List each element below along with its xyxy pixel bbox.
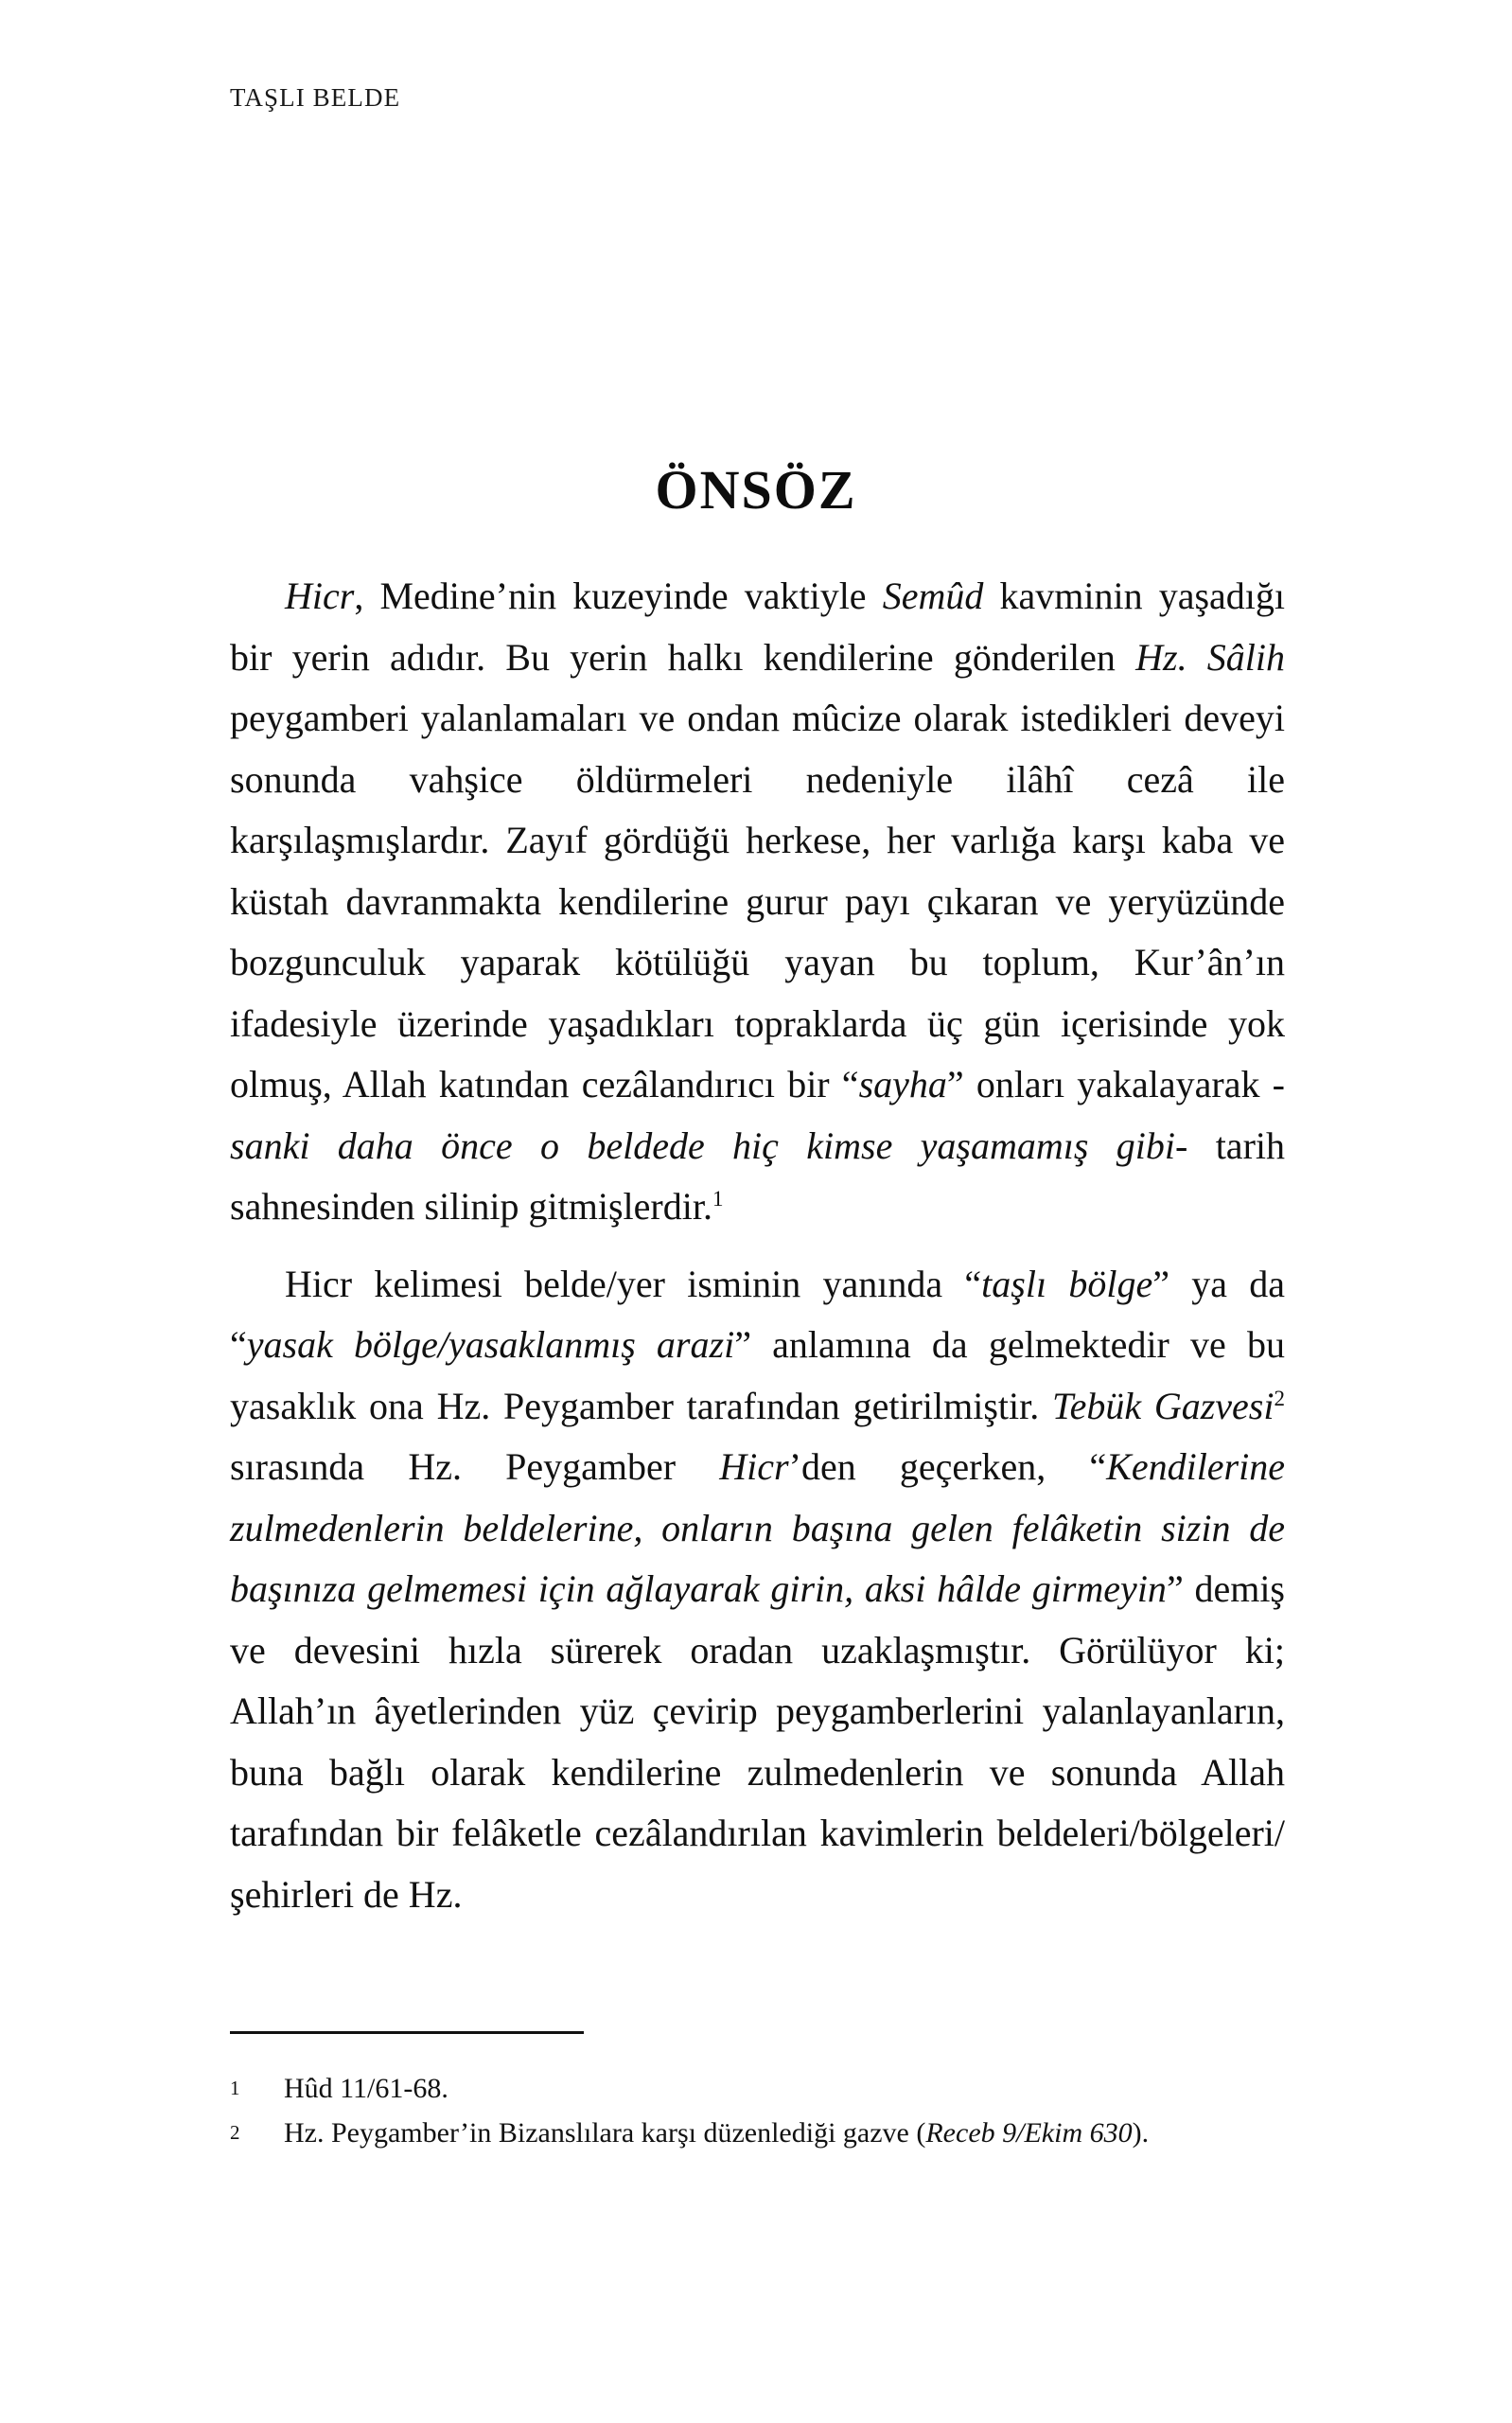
running-head: TAŞLI BELDE (230, 83, 401, 112)
body-text-run: Hûd 11/61-68. (284, 2073, 448, 2104)
emphasis-text: sanki daha önce o beldede hiç kimse yaşamamış gibi (230, 1123, 1176, 1167)
footnote-reference[interactable]: 2 (1274, 1386, 1285, 1410)
footnote-reference[interactable]: 1 (712, 1186, 724, 1211)
footnote-item (230, 2068, 1285, 2110)
body-text-run: kavminin yaşadığı bir yerin adıdır. Bu yerin halkı kendilerine gönderilen (230, 575, 1285, 679)
emphasis-text: Hicr (719, 1445, 789, 1488)
emphasis-text: Hicr (285, 575, 355, 617)
paragraph (230, 1254, 1285, 1926)
footnote-text (284, 2117, 1149, 2149)
body-text-run: - tarih sahnesinden silinip gitmişlerdir. (230, 1123, 1285, 1228)
emphasis-text: Tebük Gazvesi (1052, 1384, 1275, 1427)
footnote-separator (230, 2031, 584, 2034)
emphasis-text: taşlı bölge (981, 1262, 1153, 1305)
emphasis-text: sayha (858, 1063, 947, 1105)
page-title: ÖNSÖZ (655, 458, 857, 521)
paragraph (230, 566, 1285, 1238)
body-text-run: Hz. Peygamber’in Bizanslılara karşı düzenlediği gazve ( (284, 2117, 926, 2149)
body-text-run: ” onları yakalayarak - (946, 1063, 1286, 1105)
body-text (230, 566, 1285, 1925)
body-text-run: sırasında Hz. Peygamber (230, 1445, 720, 1488)
emphasis-text: Kendilerine zulmedenlerin beldelerine, onların başına gelen felâketin sizin de başınıza gelmemesi için ağlayarak girin, aksi hâlde girmeyin (230, 1445, 1285, 1610)
body-text-run: ” anlamına da gelmektedir ve bu yasaklık ona Hz. Peygamber tarafından getirilmiştir. (230, 1323, 1285, 1427)
body-text-run: Hicr kelimesi belde/yer isminin yanında “ (285, 1262, 982, 1305)
body-text-run: ” demiş ve devesini hızla sürerek oradan uzaklaşmıştır. Görülüyor ki; Allah’ın âyetlerinden yüz çevirip peygamberlerini yalanlayanların, buna bağlı olarak kendilerine zulmedenlerin ve sonunda Allah tarafından bir felâketle cezâlandırılan kavimlerin beldeleri/bölgeleri/şehirleri de Hz. (230, 1567, 1285, 1916)
body-text-run: , Medine’nin kuzeyinde vaktiyle (354, 575, 883, 617)
emphasis-text: Receb 9/Ekim 630 (925, 2117, 1133, 2149)
body-text-run: ” ya da “ (230, 1262, 1285, 1366)
emphasis-text: Hz. Sâlih (1135, 635, 1285, 679)
footnote-marker: 2 (230, 2121, 240, 2144)
emphasis-text: Semûd (882, 575, 984, 617)
body-text-run: peygamberi yalanlamaları ve ondan mûcize olarak istedikleri deveyi sonunda vahşice öldürmeleri nedeniyle ilâhî cezâ ile karşılaşmışlardır. Zayıf gördüğü herkese, her varlığa karşı kaba ve küstah davranmakta kendilerine gurur payı çıkaran ve yeryüzünde bozgunculuk yaparak kötülüğü yayan bu toplum, Kur’ân’ın ifadesiyle üzerinde yaşadıkları topraklarda üç gün içerisinde yok olmuş, Allah katından cezâlandırıcı bir “ (230, 697, 1285, 1105)
footnote-item (230, 2113, 1285, 2154)
footnote-text (284, 2073, 448, 2104)
footnote-list (230, 2068, 1285, 2157)
body-text-run: ). (1132, 2117, 1150, 2149)
body-text-run: ’den geçerken, “ (788, 1445, 1107, 1488)
emphasis-text: yasak bölge/yasaklanmış arazi (246, 1323, 735, 1366)
footnote-marker: 1 (230, 2077, 240, 2099)
